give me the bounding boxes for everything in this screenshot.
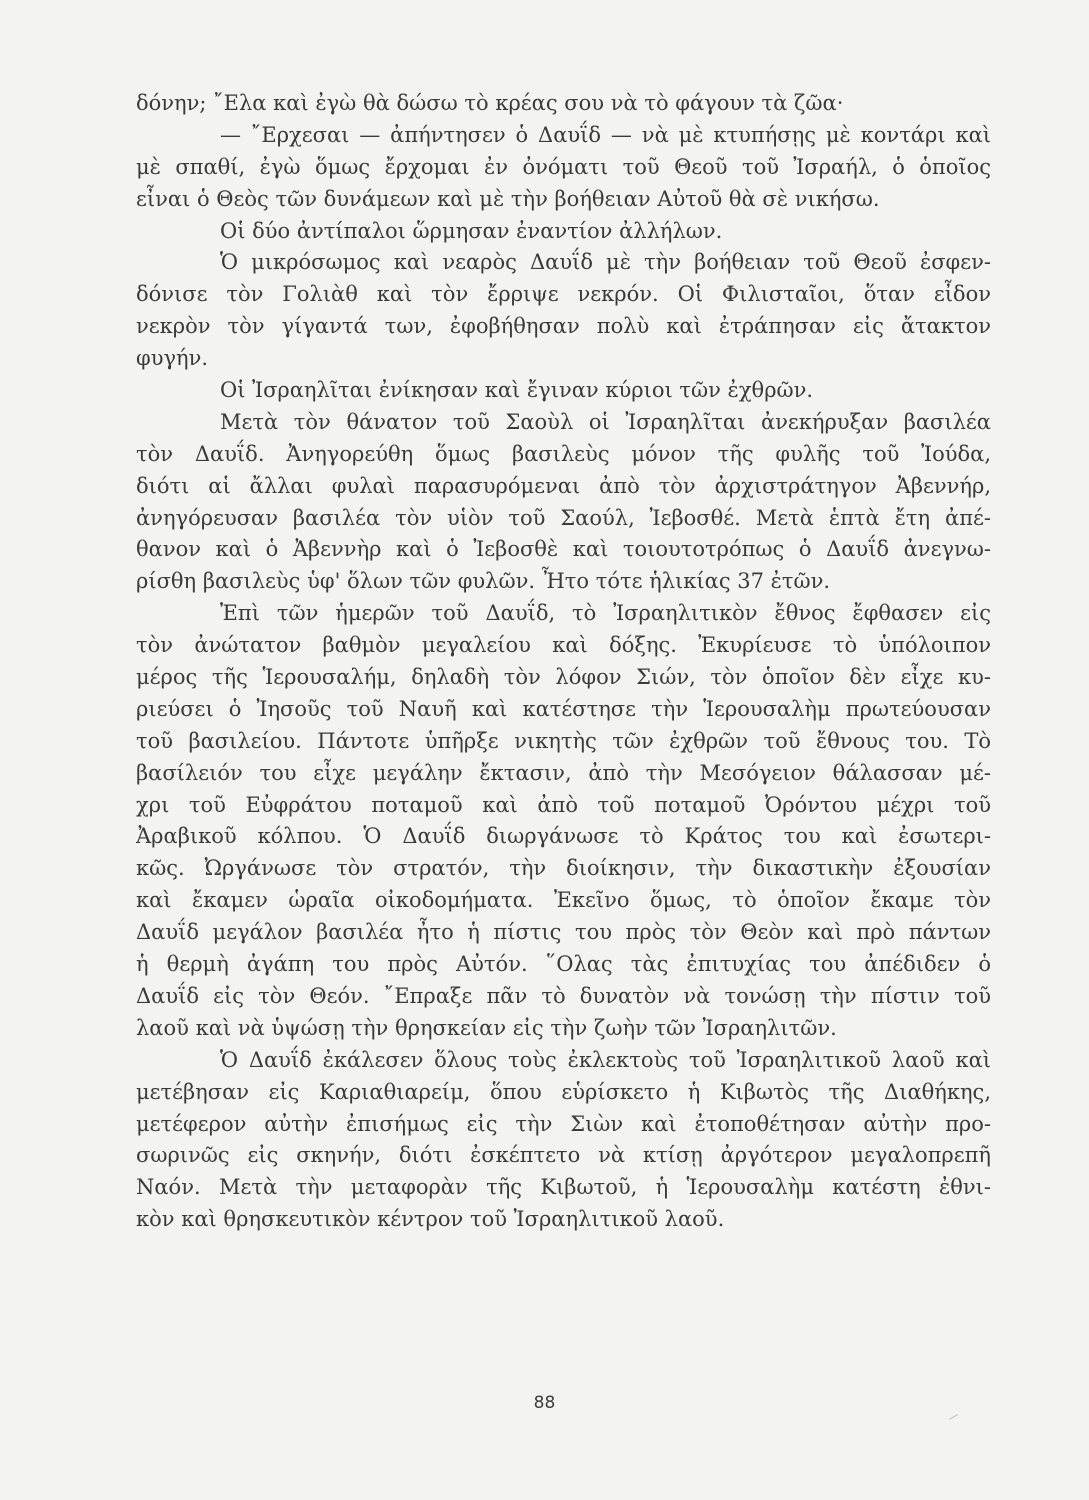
text-line: καὶ ἔκαμεν ὡραῖα οἰκοδομήματα. Ἐκεῖνο ὅμως, τὸ ὁποῖον ἔκαμε τὸν	[136, 888, 991, 913]
text-line: φυγήν.	[136, 346, 209, 371]
text-line: σωρινῶς εἰς σκηνήν, διότι ἐσκέπτετο νὰ κτίσῃ ἀργότερον μεγαλοπρεπῆ	[136, 1143, 991, 1168]
text-line: Ὁ Δαυΐδ ἐκάλεσεν ὅλους τοὺς ἐκλεκτοὺς τοῦ Ἰσραηλιτικοῦ λαοῦ καὶ	[220, 1047, 991, 1072]
text-line: τὸν Δαυΐδ. Ἀνηγορεύθη ὅμως βασιλεὺς μόνον τῆς φυλῆς τοῦ Ἰούδα,	[136, 441, 991, 466]
text-line: Ἐπὶ τῶν ἡμερῶν τοῦ Δαυΐδ, τὸ Ἰσραηλιτικὸν ἔθνος ἔφθασεν εἰς	[220, 601, 991, 626]
text-line: Ναόν. Μετὰ τὴν μεταφορὰν τῆς Κιβωτοῦ, ἡ Ἱερουσαλὴμ κατέστη ἐθνι-	[136, 1175, 991, 1200]
text-line: μέρος τῆς Ἱερουσαλήμ, δηλαδὴ τὸν λόφον Σιών, τὸν ὁποῖον δὲν εἶχε κυ-	[136, 665, 991, 690]
text-line: δόνισε τὸν Γολιὰθ καὶ τὸν ἔρριψε νεκρόν. Οἱ Φιλισταῖοι, ὅταν εἶδον	[136, 282, 991, 307]
body-text	[136, 88, 991, 1236]
text-line: Δαυΐδ μεγάλον βασιλέα ἦτο ἡ πίστις του πρὸς τὸν Θεὸν καὶ πρὸ πάντων	[136, 920, 991, 945]
text-line: βασίλειόν του εἶχε μεγάλην ἔκτασιν, ἀπὸ τὴν Μεσόγειον θάλασσαν μέ-	[136, 760, 991, 785]
text-line: ριεύσει ὁ Ἰησοῦς τοῦ Ναυῆ καὶ κατέστησε τὴν Ἱερουσαλὴμ πρωτεύουσαν	[136, 696, 991, 721]
paper-mark	[949, 1414, 961, 1425]
text-line: κῶς. Ὠργάνωσε τὸν στρατόν, τὴν διοίκησιν, τὴν δικαστικὴν ἐξουσίαν	[136, 856, 991, 881]
text-line: μετέφερον αὐτὴν ἐπισήμως εἰς τὴν Σιὼν καὶ ἐτοποθέτησαν αὐτὴν προ-	[136, 1111, 991, 1136]
text-line: Οἱ Ἰσραηλῖται ἐνίκησαν καὶ ἔγιναν κύριοι τῶν ἐχθρῶν.	[220, 378, 814, 403]
text-line: Μετὰ τὸν θάνατον τοῦ Σαοὺλ οἱ Ἰσραηλῖται ἀνεκήρυξαν βασιλέα	[220, 409, 991, 434]
text-line: κὸν καὶ θρησκευτικὸν κέντρον τοῦ Ἰσραηλιτικοῦ λαοῦ.	[136, 1207, 725, 1232]
text-line: τὸν ἀνώτατον βαθμὸν μεγαλείου καὶ δόξης. Ἐκυρίευσε τὸ ὑπόλοιπον	[136, 633, 991, 658]
text-line: ἀνηγόρευσαν βασιλέα τὸν υἱὸν τοῦ Σαούλ, Ἰεβοσθέ. Μετὰ ἑπτὰ ἔτη ἀπέ-	[136, 505, 991, 530]
text-line: δόνην; ῎Ελα καὶ ἐγὼ θὰ δώσω τὸ κρέας σου νὰ τὸ φάγουν τὰ ζῶα·	[136, 91, 844, 115]
text-line: μετέβησαν εἰς Καριαθιαρείμ, ὅπου εὑρίσκετο ἡ Κιβωτὸς τῆς Διαθήκης,	[136, 1079, 991, 1104]
text-line: — ῎Ερχεσαι — ἀπήντησεν ὁ Δαυΐδ — νὰ μὲ κτυπήσῃς μὲ κοντάρι καὶ	[220, 122, 991, 147]
text-line: λαοῦ καὶ νὰ ὑψώσῃ τὴν θρησκείαν εἰς τὴν ζωὴν τῶν Ἰσραηλιτῶν.	[136, 1015, 837, 1040]
text-line: εἶναι ὁ Θεὸς τῶν δυνάμεων καὶ μὲ τὴν βοήθειαν Αὐτοῦ θὰ σὲ νικήσω.	[136, 186, 880, 211]
text-line: θανον καὶ ὁ Ἀβεννὴρ καὶ ὁ Ἰεβοσθὲ καὶ τοιουτοτρόπως ὁ Δαυΐδ ἀνεγνω-	[136, 537, 991, 562]
text-line: ρίσθη βασιλεὺς ὑφ' ὅλων τῶν φυλῶν. Ἦτο τότε ἡλικίας 37 ἐτῶν.	[136, 569, 831, 594]
text-line: χρι τοῦ Εὐφράτου ποταμοῦ καὶ ἀπὸ τοῦ ποταμοῦ Ὀρόντου μέχρι τοῦ	[136, 792, 991, 817]
page-number: 88	[533, 1393, 556, 1413]
text-line: ἡ θερμὴ ἀγάπη του πρὸς Αὐτόν. ῞Ολας τὰς ἐπιτυχίας του ἀπέδιδεν ὁ	[136, 952, 991, 977]
text-line: τοῦ βασιλείου. Πάντοτε ὑπῆρξε νικητὴς τῶν ἐχθρῶν τοῦ ἔθνους του. Τὸ	[136, 728, 991, 753]
text-line: Δαυΐδ εἰς τὸν Θεόν. ῎Επραξε πᾶν τὸ δυνατὸν νὰ τονώσῃ τὴν πίστιν τοῦ	[136, 983, 991, 1008]
text-line: Οἱ δύο ἀντίπαλοι ὥρμησαν ἐναντίον ἀλλήλων.	[220, 218, 723, 243]
text-line: Ὁ μικρόσωμος καὶ νεαρὸς Δαυΐδ μὲ τὴν βοήθειαν τοῦ Θεοῦ ἐσφεν-	[220, 250, 991, 275]
text-line: μὲ σπαθί, ἐγὼ ὅμως ἔρχομαι ἐν ὀνόματι τοῦ Θεοῦ τοῦ Ἰσραήλ, ὁ ὁποῖος	[136, 154, 991, 179]
text-line: Ἀραβικοῦ κόλπου. Ὁ Δαυΐδ διωργάνωσε τὸ Κράτος του καὶ ἐσωτερι-	[136, 824, 991, 849]
text-line: διότι αἱ ἄλλαι φυλαὶ παρασυρόμεναι ἀπὸ τὸν ἀρχιστράτηγον Ἀβεννήρ,	[136, 473, 991, 498]
text-line: νεκρὸν τὸν γίγαντά των, ἐφοβήθησαν πολὺ καὶ ἐτράπησαν εἰς ἄτακτον	[136, 314, 991, 339]
